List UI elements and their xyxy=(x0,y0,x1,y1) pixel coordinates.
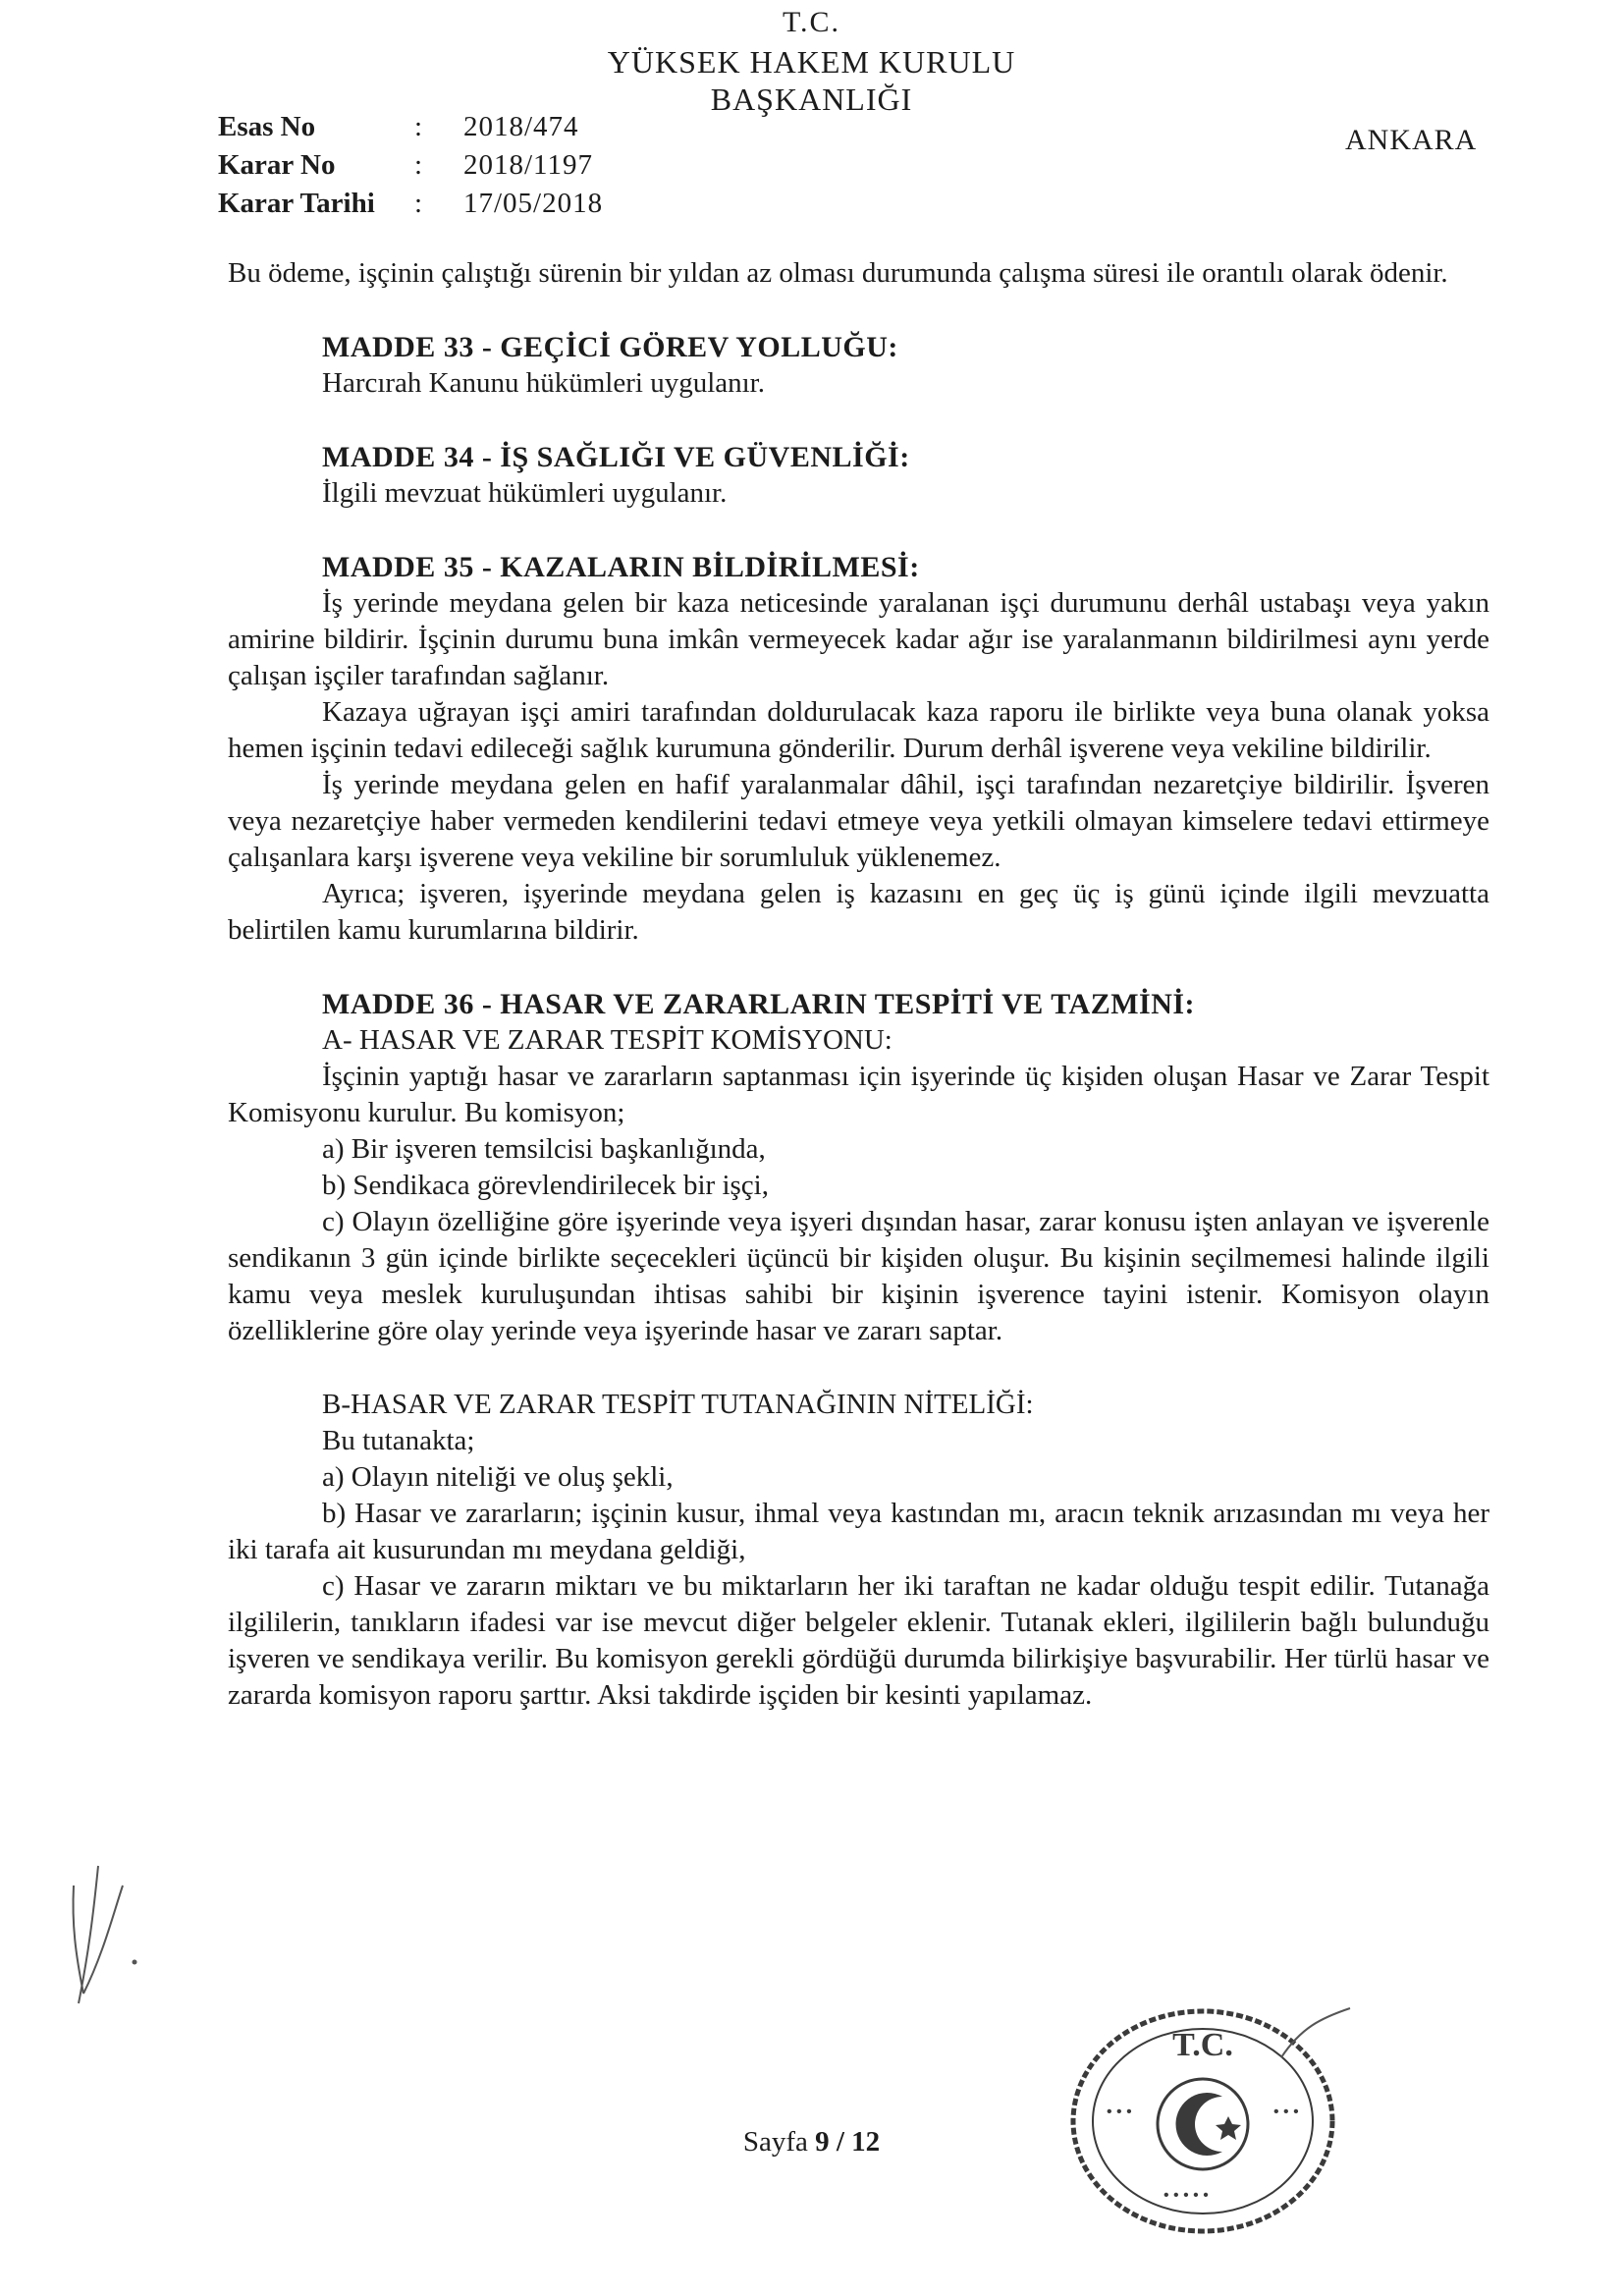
case-metadata xyxy=(218,108,603,223)
meta-value: 17/05/2018 xyxy=(463,188,604,219)
page-current: 9 xyxy=(815,2126,830,2158)
intro-paragraph: Bu ödeme, işçinin çalıştığı sürenin bir yıldan az olması durumunda çalışma süresi ile orantılı olarak ödenir. xyxy=(228,257,1448,289)
madde-34-body: İlgili mevzuat hükümleri uygulanır. xyxy=(322,477,728,509)
page-number xyxy=(0,2126,1623,2159)
handwritten-initial-mark xyxy=(54,1846,162,2013)
section-b-title: B-HASAR VE ZARAR TESPİT TUTANAĞININ NİTELİĞİ: xyxy=(322,1389,1034,1420)
meta-separator: : xyxy=(414,111,423,142)
svg-text:• • • • •: • • • • • xyxy=(1163,2187,1209,2204)
section-b-intro: Bu tutanakta; xyxy=(322,1425,475,1456)
madde-35-title: MADDE 35 - KAZALARIN BİLDİRİLMESİ: xyxy=(322,551,920,583)
section-a-intro: İşçinin yaptığı hasar ve zararların saptanması için işyerinde üç kişiden oluşan Hasar ve Zarar Tespit Komisyonu kurulur. Bu komisyon; xyxy=(228,1061,1489,1128)
meta-label: Esas No xyxy=(218,111,316,142)
institution-line-1: YÜKSEK HAKEM KURULU xyxy=(607,44,1016,80)
official-stamp xyxy=(1055,1998,1370,2244)
page-total: 12 xyxy=(851,2126,881,2158)
meta-label: Karar No xyxy=(218,149,336,181)
section-a-item: b) Sendikaca görevlendirilecek bir işçi, xyxy=(322,1170,769,1201)
section-b-item: c) Hasar ve zararın miktarı ve bu miktarların her iki taraftan ne kadar olduğu tespit edilir. Tutanağa ilgililerin, tanıkların ifadesi var ise mevcut diğer belgeler eklenir. Tutanak ekleri, ilgililerin bağlı bulunduğu işveren ve sendikaya verilir. Bu komisyon gerekli gördüğü durumda bilirkişiye başvurabilir. Her türlü hasar ve zararda komisyon raporu şarttır. Aksi takdirde işçiden bir kesinti yapılamaz. xyxy=(228,1570,1489,1711)
madde-35-paragraph: İş yerinde meydana gelen en hafif yaralanmalar dâhil, işçi tarafından nezaretçiye bildirilir. İşveren veya nezaretçiye haber vermeden kendilerini tedavi etmeye veya yetkili olmayan kimselere tedavi ettirmeye çalışanlara karşı işverene veya vekiline bir sorumluluk yüklenemez. xyxy=(228,769,1489,873)
stamp-text: T.C. xyxy=(1172,2027,1233,2063)
section-a-item: c) Olayın özelliğine göre işyerinde veya işyeri dışından hasar, zarar konusu işten anlayan ve işverenle sendikanın 3 gün içinde birlikte seçecekleri üçüncü bir kişiden oluşur. Bu kişinin seçilmemesi halinde ilgili kamu veya meslek kuruluşundan ihtisas sahibi bir kişinin işverence tayini istenir. Komisyon olayın özelliklerine göre olay yerinde veya işyerinde hasar ve zararı saptar. xyxy=(228,1206,1489,1346)
madde-35-paragraph: Ayrıca; işveren, işyerinde meydana gelen iş kazasını en geç üç iş günü içinde ilgili mevzuatta belirtilen kamu kurumlarına bildirir. xyxy=(228,878,1489,946)
page-prefix: Sayfa xyxy=(742,2126,808,2158)
document-body xyxy=(228,255,1489,1714)
madde-36-title: MADDE 36 - HASAR VE ZARARLARIN TESPİTİ VE TAZMİNİ: xyxy=(322,988,1196,1020)
madde-35-paragraph: Kazaya uğrayan işçi amiri tarafından doldurulacak kaza raporu ile birlikte veya buna olanak yoksa hemen işçinin tedavi edileceği sağlık kurumuna gönderilir. Durum derhâl işverene veya vekiline bildirilir. xyxy=(228,696,1489,764)
institution-name xyxy=(0,43,1623,118)
meta-separator: : xyxy=(414,188,423,219)
section-a-item: a) Bir işveren temsilcisi başkanlığında, xyxy=(322,1133,766,1165)
meta-separator: : xyxy=(414,149,423,181)
madde-33-body: Harcırah Kanunu hükümleri uygulanır. xyxy=(322,367,765,399)
madde-33-title: MADDE 33 - GEÇİCİ GÖREV YOLLUĞU: xyxy=(322,331,898,363)
madde-35-paragraph: İş yerinde meydana gelen bir kaza neticesinde yaralanan işçi durumunu derhâl ustabaşı veya yakın amirine bildirir. İşçinin durumu buna imkân vermeyecek kadar ağır ise yaralanmanın bildirilmesi aynı yerde çalışan işçiler tarafından sağlanır. xyxy=(228,587,1489,691)
section-b-item: a) Olayın niteliği ve oluş şekli, xyxy=(322,1461,674,1493)
republic-label: T.C. xyxy=(782,6,841,38)
meta-label: Karar Tarihi xyxy=(218,188,375,219)
meta-row-karar xyxy=(218,146,603,185)
meta-row-esas xyxy=(218,108,603,146)
meta-row-tarih xyxy=(218,185,603,223)
page-separator: / xyxy=(836,2126,844,2158)
city-label: ANKARA xyxy=(1345,124,1478,156)
madde-34-title: MADDE 34 - İŞ SAĞLIĞI VE GÜVENLİĞİ: xyxy=(322,441,910,473)
svg-text:• • •: • • • xyxy=(1273,2104,1299,2120)
meta-value: 2018/1197 xyxy=(463,149,593,181)
institution-line-2: BAŞKANLIĞI xyxy=(710,82,913,117)
meta-value: 2018/474 xyxy=(463,111,579,142)
svg-text:• • •: • • • xyxy=(1107,2104,1132,2120)
section-a-title: A- HASAR VE ZARAR TESPİT KOMİSYONU: xyxy=(322,1024,893,1056)
section-b-item: b) Hasar ve zararların; işçinin kusur, ihmal veya kastından mı, aracın teknik arızasından mı veya her iki tarafa ait kusurundan mı meydana geldiği, xyxy=(228,1498,1489,1565)
